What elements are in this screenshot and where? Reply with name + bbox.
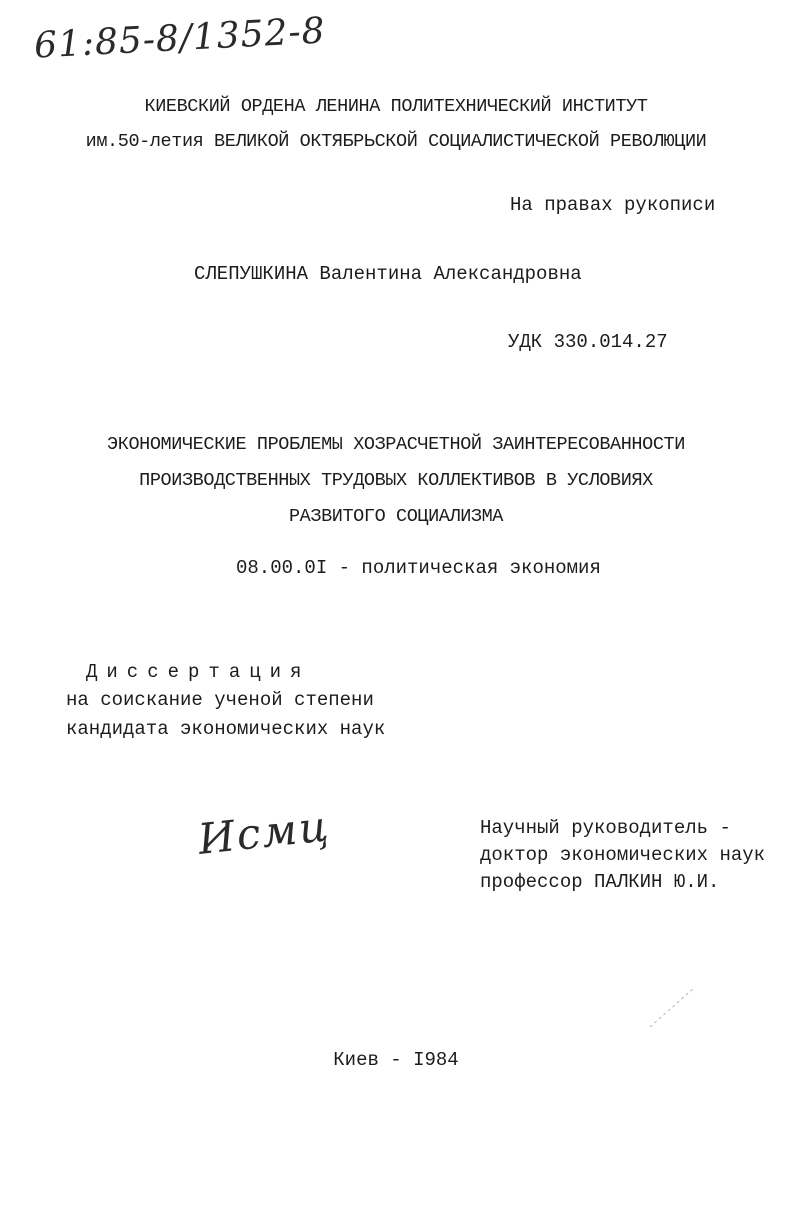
specialty: 08.00.0I - политическая экономия (236, 557, 601, 579)
udc-code: УДК 330.014.27 (508, 331, 668, 353)
institution-line-1: КИЕВСКИЙ ОРДЕНА ЛЕНИНА ПОЛИТЕХНИЧЕСКИЙ ИНСТИТУТ (144, 96, 648, 117)
supervisor-line-1: Научный руководитель - (480, 817, 731, 839)
author-name: СЛЕПУШКИНА Валентина Александровна (194, 263, 582, 285)
signature: Исмц (195, 801, 333, 864)
title-line-2: ПРОИЗВОДСТВЕННЫХ ТРУДОВЫХ КОЛЛЕКТИВОВ В УСЛОВИЯХ (139, 470, 653, 491)
place-and-year: Киев - I984 (333, 1049, 459, 1071)
degree-line-3: кандидата экономических наук (66, 718, 386, 740)
degree-line-2: на соискание ученой степени (66, 689, 374, 711)
supervisor-line-2: доктор экономических наук (480, 844, 766, 866)
title-line-3: РАЗВИТОГО СОЦИАЛИЗМА (288, 506, 504, 527)
degree-label: Диссертация (86, 661, 311, 683)
title-line-1: ЭКОНОМИЧЕСКИЕ ПРОБЛЕМЫ ХОЗРАСЧЕТНОЙ ЗАИНТЕРЕСОВАННОСТИ (107, 434, 685, 455)
manuscript-note: На правах рукописи (510, 194, 716, 216)
archive-mark: 61:85-8/1352-8 (33, 10, 327, 67)
pencil-mark (645, 975, 705, 1035)
institution-line-2: им.50-летия ВЕЛИКОЙ ОКТЯБРЬСКОЙ СОЦИАЛИСТИЧЕСКОЙ РЕВОЛЮЦИИ (85, 131, 707, 152)
supervisor-line-3: профессор ПАЛКИН Ю.И. (480, 871, 720, 893)
